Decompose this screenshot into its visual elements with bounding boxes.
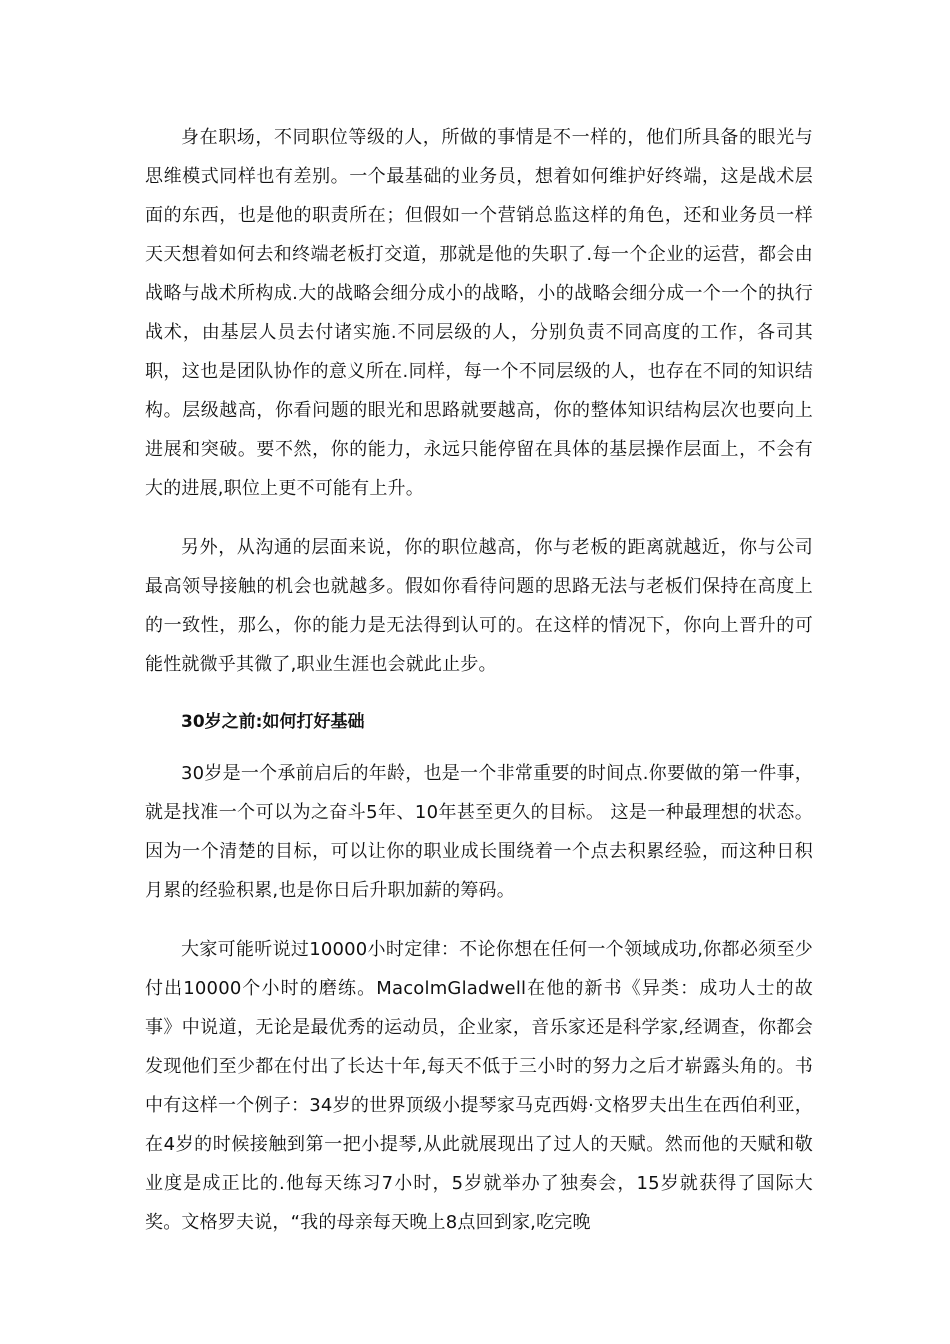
paragraph-age-30: 30岁是一个承前启后的年龄，也是一个非常重要的时间点.你要做的第一件事，就是找准一个可以为之奋斗5年、10年甚至更久的目标。 这是一种最理想的状态。因为一个清楚的目标，可以让你的职业成长围绕着一个点去积累经验，而这种日积月累的经验积累,也是你日后升职加薪的筹码。 (145, 763, 813, 901)
document-body (145, 118, 813, 1262)
paragraph-10000-hours: 大家可能听说过10000小时定律：不论你想在任何一个领域成功,你都必须至少付出10000个小时的磨练。MacolmGladwell在他的新书《异类：成功人士的故事》中说道，无论是最优秀的运动员，企业家，音乐家还是科学家,经调查，你都会发现他们至少都在付出了长达十年,每天不低于三小时的努力之后才崭露头角的。书中有这样一个例子：34岁的世界顶级小提琴家马克西姆·文格罗夫出生在西伯利亚，在4岁的时候接触到第一把小提琴,从此就展现出了过人的天赋。然而他的天赋和敬业度是成正比的.他每天练习7小时，5岁就举办了独奏会，15岁就获得了国际大奖。文格罗夫说，“我的母亲每天晚上8点回到家,吃完晚 (145, 939, 813, 1233)
section-heading: 30岁之前:如何打好基础 (181, 712, 365, 732)
paragraph-communication: 另外，从沟通的层面来说，你的职位越高，你与老板的距离就越近，你与公司最高领导接触的机会也就越多。假如你看待问题的思路无法与老板们保持在高度上的一致性，那么，你的能力是无法得到认可的。在这样的情况下，你向上晋升的可能性就微乎其微了,职业生涯也会就此止步。 (145, 537, 813, 675)
paragraph-career-levels: 身在职场，不同职位等级的人，所做的事情是不一样的，他们所具备的眼光与思维模式同样也有差别。一个最基础的业务员，想着如何维护好终端，这是战术层面的东西，也是他的职责所在；但假如一个营销总监这样的角色，还和业务员一样天天想着如何去和终端老板打交道，那就是他的失职了.每一个企业的运营，都会由战略与战术所构成.大的战略会细分成小的战略，小的战略会细分成一个一个的执行战术，由基层人员去付诸实施.不同层级的人，分别负责不同高度的工作，各司其职，这也是团队协作的意义所在.同样，每一个不同层级的人，也存在不同的知识结构。层级越高，你看问题的眼光和思路就要越高，你的整体知识结构层次也要向上进展和突破。要不然，你的能力，永远只能停留在具体的基层操作层面上，不会有大的进展,职位上更不可能有上升。 (145, 127, 813, 499)
